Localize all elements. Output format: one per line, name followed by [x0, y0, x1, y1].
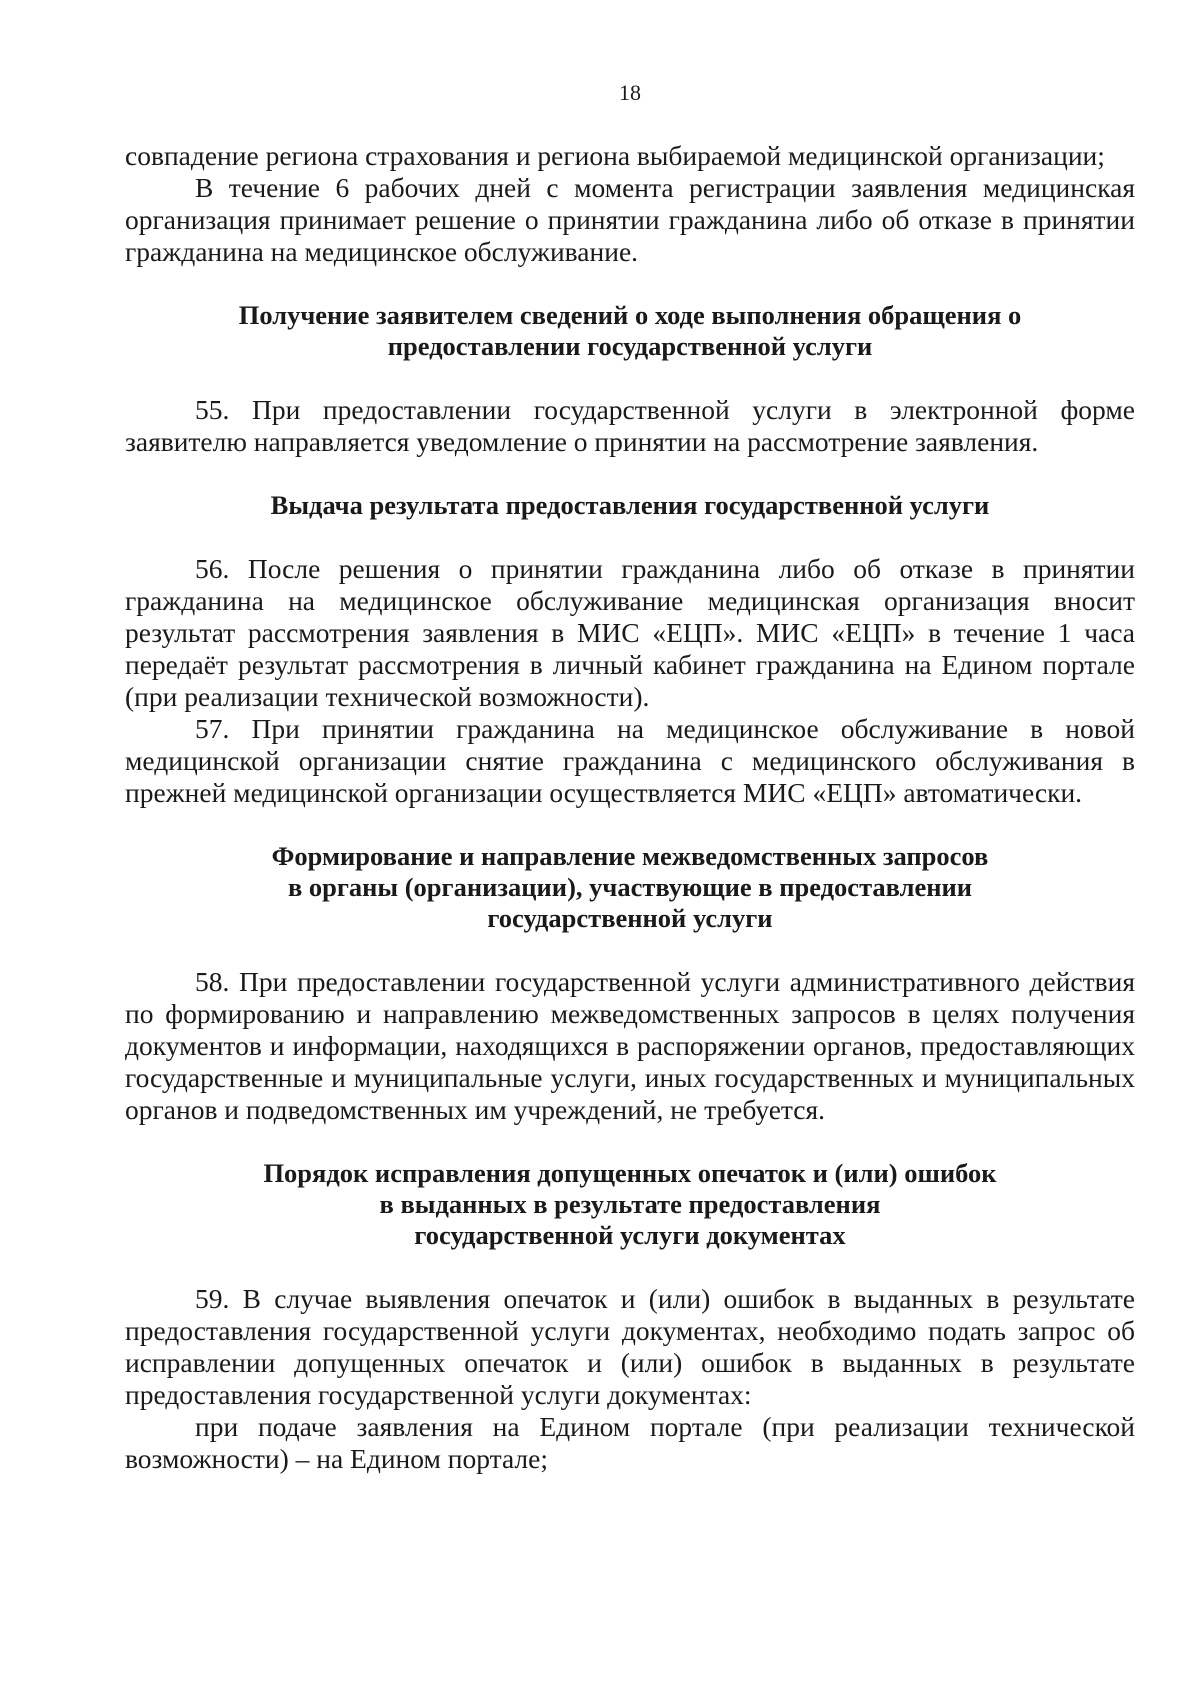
section-heading-line: Формирование и направление межведомственных запросов	[271, 841, 989, 871]
section-heading-line: предоставлении государственной услуги	[387, 331, 873, 361]
section-heading-line: государственной услуги документах	[414, 1220, 846, 1250]
paragraph-59-portal: при подаче заявления на Едином портале (при реализации технической возможности) – на Едином портале;	[125, 1411, 1135, 1474]
page-number: 18	[619, 80, 641, 105]
section-heading-result-issue	[125, 490, 1135, 521]
document-body	[125, 140, 1135, 1475]
section-heading-line: Порядок исправления допущенных опечаток и (или) ошибок	[263, 1158, 997, 1188]
paragraph-57: 57. При принятии гражданина на медицинское обслуживание в новой медицинской организации снятие гражданина с медицинского обслуживания в прежней медицинской организации осуществляется МИС «ЕЦП» автоматически.	[125, 713, 1135, 808]
paragraph-59: 59. В случае выявления опечаток и (или) ошибок в выданных в результате предоставления государственной услуги документах, необходимо подать запрос об исправлении допущенных опечаток и (или) ошибок в выданных в результате предоставления государственной услуги документах:	[125, 1283, 1135, 1410]
section-heading-line: государственной услуги	[487, 903, 773, 933]
paragraph-56: 56. После решения о принятии гражданина либо об отказе в принятии гражданина на медицинское обслуживание медицинская организация вносит результат рассмотрения заявления в МИС «ЕЦП». МИС «ЕЦП» в течение 1 часа передаёт результат рассмотрения в личный кабинет гражданина на Едином портале (при реализации технической возможности).	[125, 553, 1135, 712]
section-heading-status-info	[125, 300, 1135, 362]
paragraph-decision-term: В течение 6 рабочих дней с момента регистрации заявления медицинская организация принимает решение о принятии гражданина либо об отказе в принятии гражданина на медицинское обслуживание.	[125, 172, 1135, 267]
section-heading-line: Получение заявителем сведений о ходе выполнения обращения о	[238, 300, 1022, 330]
paragraph-58: 58. При предоставлении государственной услуги административного действия по формированию и направлению межведомственных запросов в целях получения документов и информации, находящихся в распоряжении органов, предоставляющих государственные и муниципальные услуги, иных государственных и муниципальных органов и подведомственных им учреждений, не требуется.	[125, 966, 1135, 1125]
section-heading-line: в органы (организации), участвующие в предоставлении	[287, 872, 973, 902]
paragraph-55: 55. При предоставлении государственной услуги в электронной форме заявителю направляется уведомление о принятии на рассмотрение заявления.	[125, 394, 1135, 457]
section-heading-line: Выдача результата предоставления государственной услуги	[270, 490, 990, 520]
section-heading-line: в выданных в результате предоставления	[379, 1189, 881, 1219]
section-heading-interagency-requests	[125, 841, 1135, 934]
paragraph-region-match: совпадение региона страхования и региона выбираемой медицинской организации;	[125, 140, 1105, 171]
section-heading-error-correction	[125, 1158, 1135, 1251]
